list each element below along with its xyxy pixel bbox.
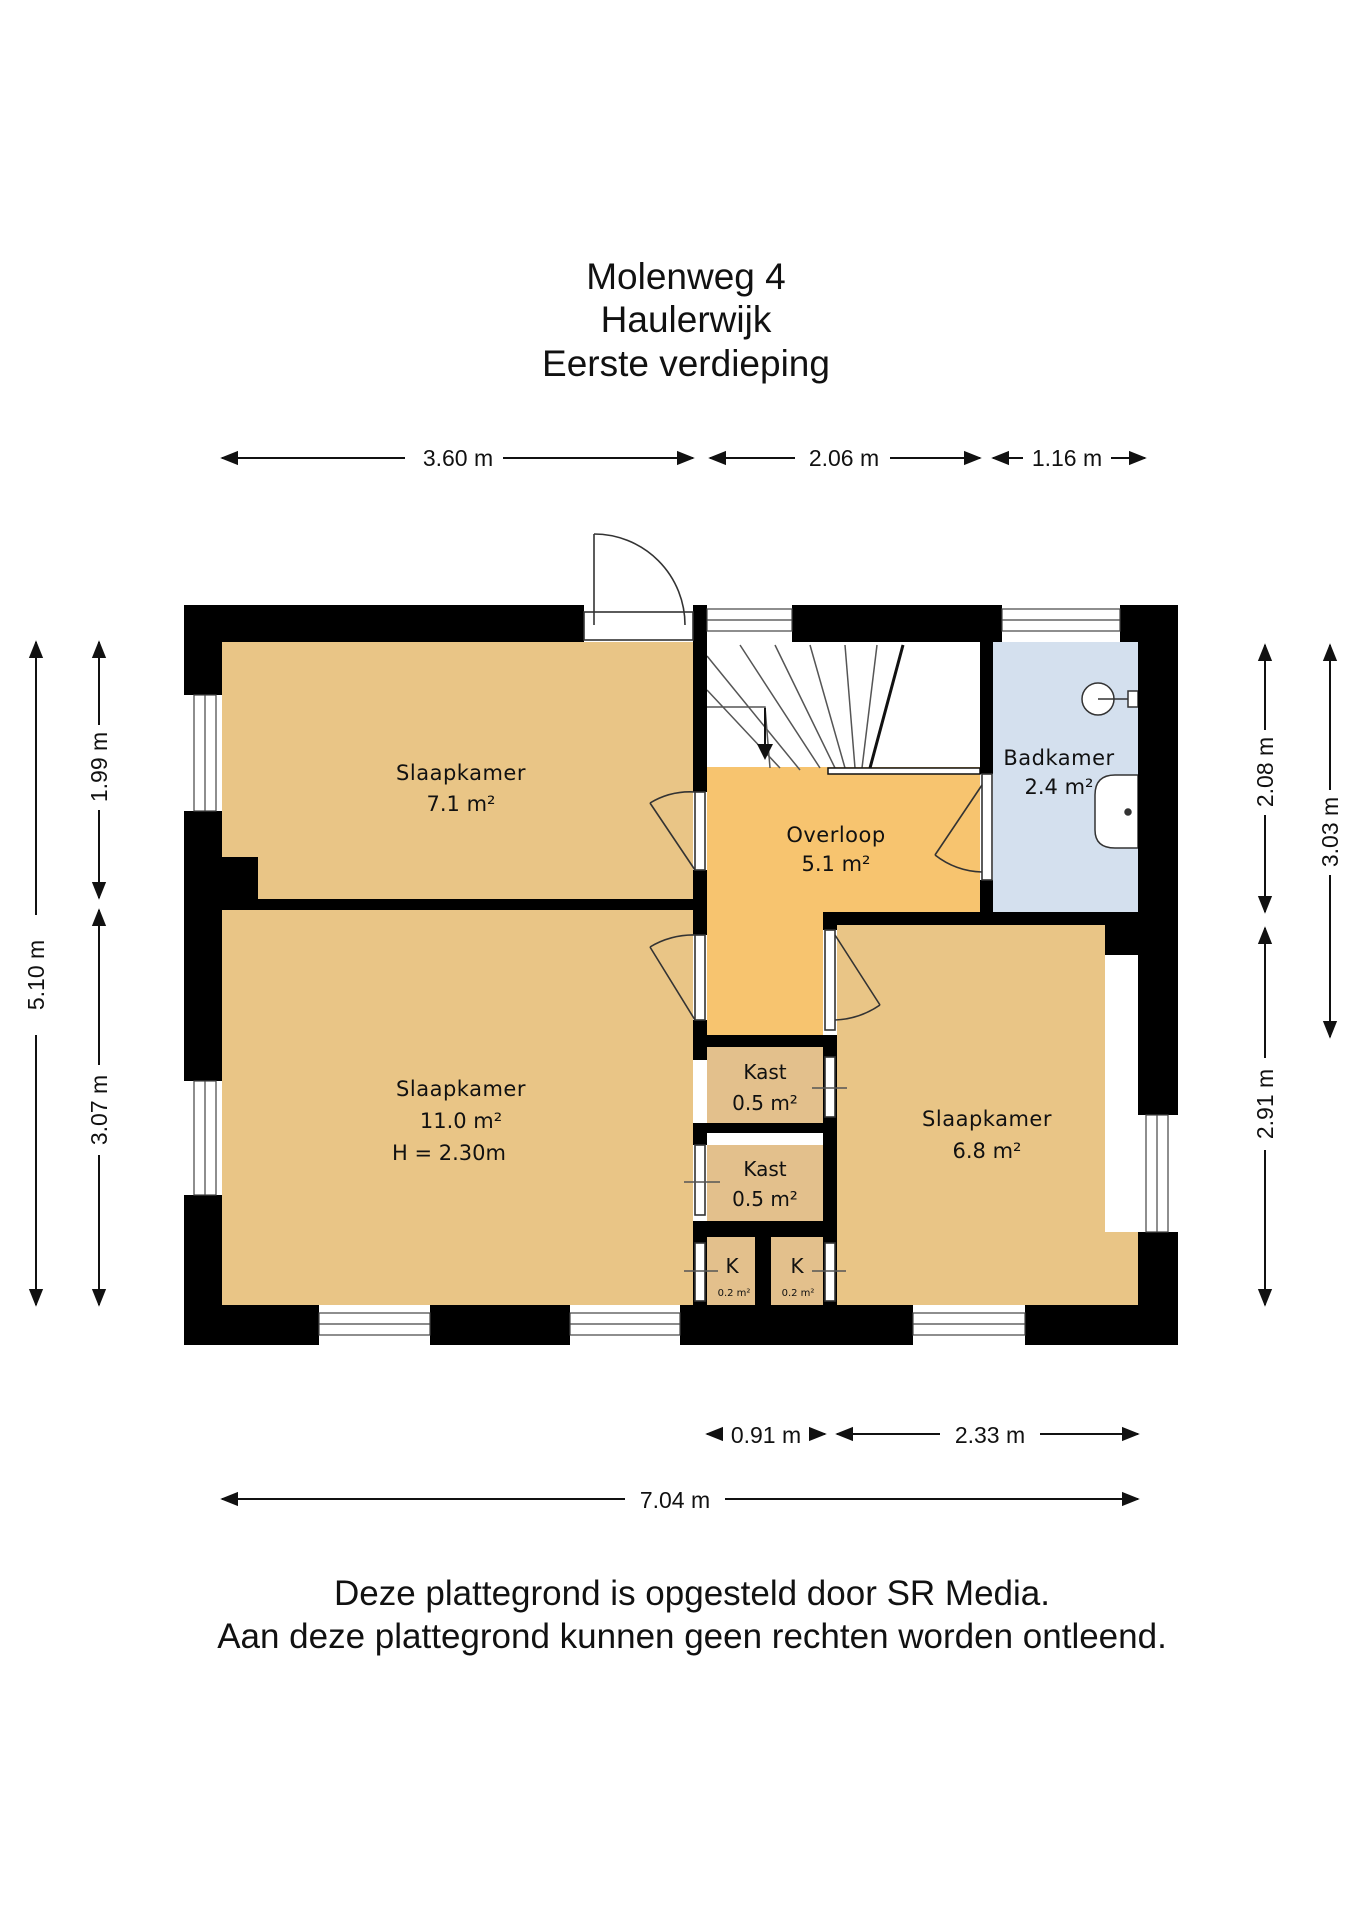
dimension-top-1: 3.60 m <box>422 445 494 471</box>
wall-closet-divider-2 <box>693 1221 837 1237</box>
closet-door-frame <box>825 1243 835 1301</box>
wall-bathroom-left-top <box>980 642 993 774</box>
wall-bathroom-left-low <box>980 880 993 912</box>
closet-door-frame <box>825 1057 835 1117</box>
small-closet-1-name: K <box>725 1254 739 1278</box>
title-city: Haulerwijk <box>600 299 772 340</box>
dimension-bottom-2: 2.33 m <box>954 1422 1026 1448</box>
wall-stair-left <box>693 642 707 792</box>
wall-closet-top <box>693 1035 837 1047</box>
wall-right-bedroom-top <box>823 912 1138 925</box>
wall-left-1 <box>184 605 222 695</box>
wall-right-notch <box>1105 925 1138 955</box>
bedroom-top-left-area: 7.1 m² <box>426 792 496 816</box>
dimension-left-upper: 1.99 m <box>86 731 112 803</box>
wall-corner-block <box>222 857 258 899</box>
bedroom-bottom-left-height: H = 2.30m <box>392 1141 506 1165</box>
dimension-top-2: 2.06 m <box>808 445 880 471</box>
balcony-door-frame <box>584 612 693 640</box>
wall-bedrooms-divider <box>222 899 707 910</box>
closet-door-frame <box>695 1243 705 1301</box>
room-fills <box>222 642 1138 1305</box>
bathroom-name: Badkamer <box>1003 746 1115 770</box>
wall-landing-left-mid <box>693 870 707 935</box>
plan-title <box>542 256 830 384</box>
bedroom-bottom-left-name: Slaapkamer <box>396 1077 526 1101</box>
small-closet-2-name: K <box>790 1254 804 1278</box>
wall-small-closets-divider <box>755 1237 771 1305</box>
bedroom-bottom-left-area: 11.0 m² <box>419 1109 503 1133</box>
wall-bottom-3 <box>680 1305 913 1345</box>
wall-bottom-4 <box>1025 1305 1178 1345</box>
closet-1-area: 0.5 m² <box>732 1091 798 1115</box>
dimension-right-outer: 3.03 m <box>1317 796 1343 868</box>
door-frame <box>982 774 992 880</box>
dimension-right-upper: 2.08 m <box>1252 736 1278 808</box>
door-frame <box>695 935 705 1020</box>
dimension-top-3: 1.16 m <box>1031 445 1103 471</box>
bedroom-right-name: Slaapkamer <box>922 1107 1052 1131</box>
bathroom-area: 2.4 m² <box>1024 775 1094 799</box>
wall-left-2 <box>184 811 222 1081</box>
wall-bottom-1 <box>184 1305 319 1345</box>
disclaimer-line-1: Deze plattegrond is opgesteld door SR Media. <box>334 1574 1050 1613</box>
wall-top-stair-post <box>693 605 707 642</box>
wall-right-1 <box>1138 605 1178 1115</box>
dimension-bottom-1: 0.91 m <box>730 1422 802 1448</box>
door-frame <box>695 792 705 870</box>
wall-closet-divider-1 <box>693 1123 837 1133</box>
dimension-bottom-total: 7.04 m <box>639 1487 711 1513</box>
stair-landing-edge <box>828 768 980 774</box>
title-address: Molenweg 4 <box>586 256 786 297</box>
bedroom-right-area: 6.8 m² <box>952 1139 1022 1163</box>
dimension-left-outer: 5.10 m <box>23 939 49 1011</box>
landing-name: Overloop <box>786 823 886 847</box>
bedroom-top-left-name: Slaapkamer <box>396 761 526 785</box>
small-closet-1-area: 0.2 m² <box>717 1288 751 1299</box>
closet-2-area: 0.5 m² <box>732 1187 798 1211</box>
disclaimer <box>217 1574 1167 1656</box>
closet-1-name: Kast <box>743 1060 787 1084</box>
washbasin-tap-icon <box>1125 809 1131 815</box>
door-frame <box>825 930 835 1030</box>
dimension-left-lower: 3.07 m <box>86 1074 112 1146</box>
wall-landing-right-post <box>823 912 837 930</box>
bedroom-bottom-left-fill <box>222 910 693 1305</box>
title-floor: Eerste verdieping <box>542 343 830 384</box>
closet-2-name: Kast <box>743 1157 787 1181</box>
wall-closet-post <box>693 1133 707 1145</box>
small-closet-2-area: 0.2 m² <box>781 1288 815 1299</box>
wall-top-middle <box>792 605 1002 642</box>
disclaimer-line-2: Aan deze plattegrond kunnen geen rechten worden ontleend. <box>217 1617 1167 1656</box>
closet-door-frame <box>695 1145 705 1215</box>
dimension-right-lower: 2.91 m <box>1252 1068 1278 1140</box>
wall-bottom-2 <box>430 1305 570 1345</box>
landing-area: 5.1 m² <box>801 852 871 876</box>
shower-head-icon <box>1128 691 1138 707</box>
wall-top-left <box>184 605 584 642</box>
